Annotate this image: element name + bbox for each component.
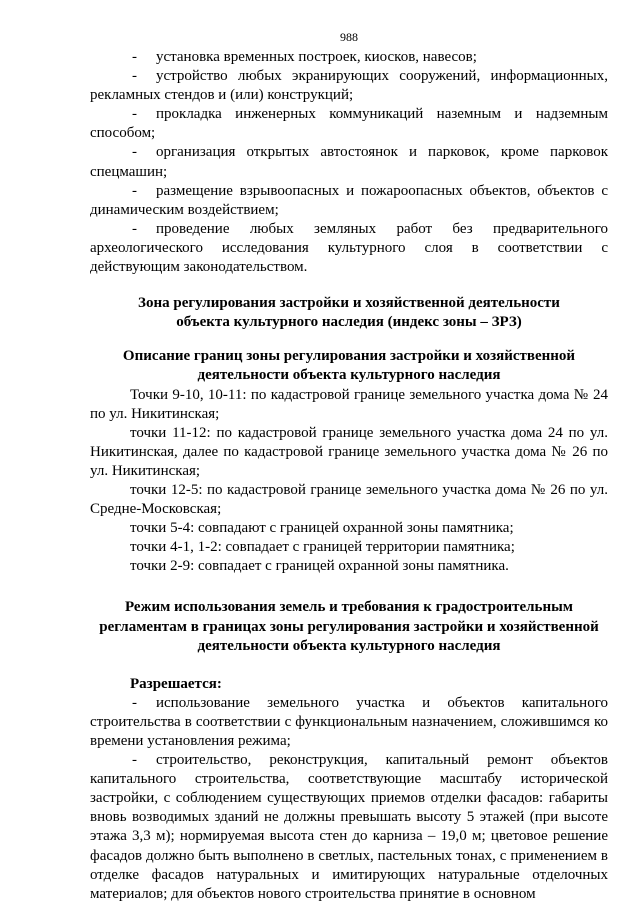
border-point: Точки 9-10, 10-11: по кадастровой границе земельного участка дома № 24 по ул. Никитинская; xyxy=(90,386,608,422)
border-point: точки 2-9: совпадает с границей охранной зоны памятника. xyxy=(130,558,509,575)
list-item xyxy=(90,220,608,277)
document-page xyxy=(90,0,608,904)
list-item xyxy=(90,105,608,143)
list-dash: - xyxy=(132,49,137,65)
list-item-text: строительство, реконструкция, капитальный ремонт объектов капитального строительства, соответствующие масштабу исторической застройки, с соблюдением существующих приемов отделки фасадов: габариты вновь возводимых зданий не должны превышать высоту 5 этажей (при высоте этажа 3,3 м); нормируемая высота стен до карниза – 19,0 м; цветовое решение фасадов должно быть выполнено в светлых, пастельных тонах, с применением в отделке фасадов натуральных и имитирующих натуральные отделочных материалов; для объектов нового строительства принятие в основном xyxy=(90,752,608,902)
list-dash: - xyxy=(132,752,137,769)
zone-title-line: объекта культурного наследия (индекс зоны – ЗРЗ) xyxy=(176,314,522,331)
list-item-text: устройство любых экранирующих сооружений, информационных, рекламных стендов и (или) конструкций; xyxy=(90,68,608,104)
list-item xyxy=(90,751,608,904)
restrictions-list xyxy=(90,48,608,277)
border-point: точки 12-5: по кадастровой границе земельного участка дома № 26 по ул. Средне-Московская; xyxy=(90,481,608,518)
border-point: точки 11-12: по кадастровой границе земельного участка дома 24 по ул. Никитинская, далее по кадастровой границе земельного участка дома № 26 по ул. Никитинская; xyxy=(90,424,608,479)
list-dash: - xyxy=(132,144,137,161)
list-item xyxy=(90,48,608,67)
regime-title-line: деятельности объекта культурного наследия xyxy=(197,637,501,654)
regime-title-line: регламентам в границах зоны регулирования застройки и хозяйственной xyxy=(99,618,599,635)
borders-title-line: Описание границ зоны регулирования застройки и хозяйственной xyxy=(122,348,576,365)
page-number: 988 xyxy=(340,30,358,44)
borders-title xyxy=(90,347,608,385)
list-item xyxy=(90,694,608,751)
list-item xyxy=(90,182,608,220)
border-points-list xyxy=(90,386,608,577)
list-item-text: использование земельного участка и объектов капитального строительства в соответствии с функциональным назначением, сложившимся ко времени установления режима; xyxy=(90,694,608,749)
list-item xyxy=(90,143,608,181)
border-point: точки 5-4: совпадают с границей охранной зоны памятника; xyxy=(130,520,514,537)
regime-title-line: Режим использования земель и требования к градостроительным xyxy=(124,599,574,616)
allowed-label: Разрешается: xyxy=(130,675,222,692)
list-item xyxy=(90,67,608,105)
borders-title-line: деятельности объекта культурного наследия xyxy=(197,367,501,384)
allowed-list xyxy=(90,694,608,904)
list-item-text: прокладка инженерных коммуникаций наземным и надземным способом; xyxy=(90,106,608,142)
list-item-text: размещение взрывоопасных и пожароопасных объектов, объектов с динамическим воздействием; xyxy=(90,182,608,218)
list-dash: - xyxy=(132,68,137,85)
border-point: точки 4-1, 1-2: совпадает с границей территории памятника; xyxy=(130,539,515,556)
zone-title xyxy=(90,294,608,332)
regime-title xyxy=(90,598,608,655)
zone-title-line: Зона регулирования застройки и хозяйственной деятельности xyxy=(138,295,560,312)
list-item-text: проведение любых земляных работ без предварительного археологического исследования культурного слоя в соответствии с действующим законодательством. xyxy=(90,220,608,276)
list-dash: - xyxy=(132,182,137,199)
list-item-text: организация открытых автостоянок и парковок, кроме парковок спецмашин; xyxy=(90,144,608,180)
list-dash: - xyxy=(132,106,137,123)
list-dash: - xyxy=(132,694,137,711)
list-dash: - xyxy=(132,220,137,237)
list-item-text: установка временных построек, киосков, навесов; xyxy=(156,49,477,65)
